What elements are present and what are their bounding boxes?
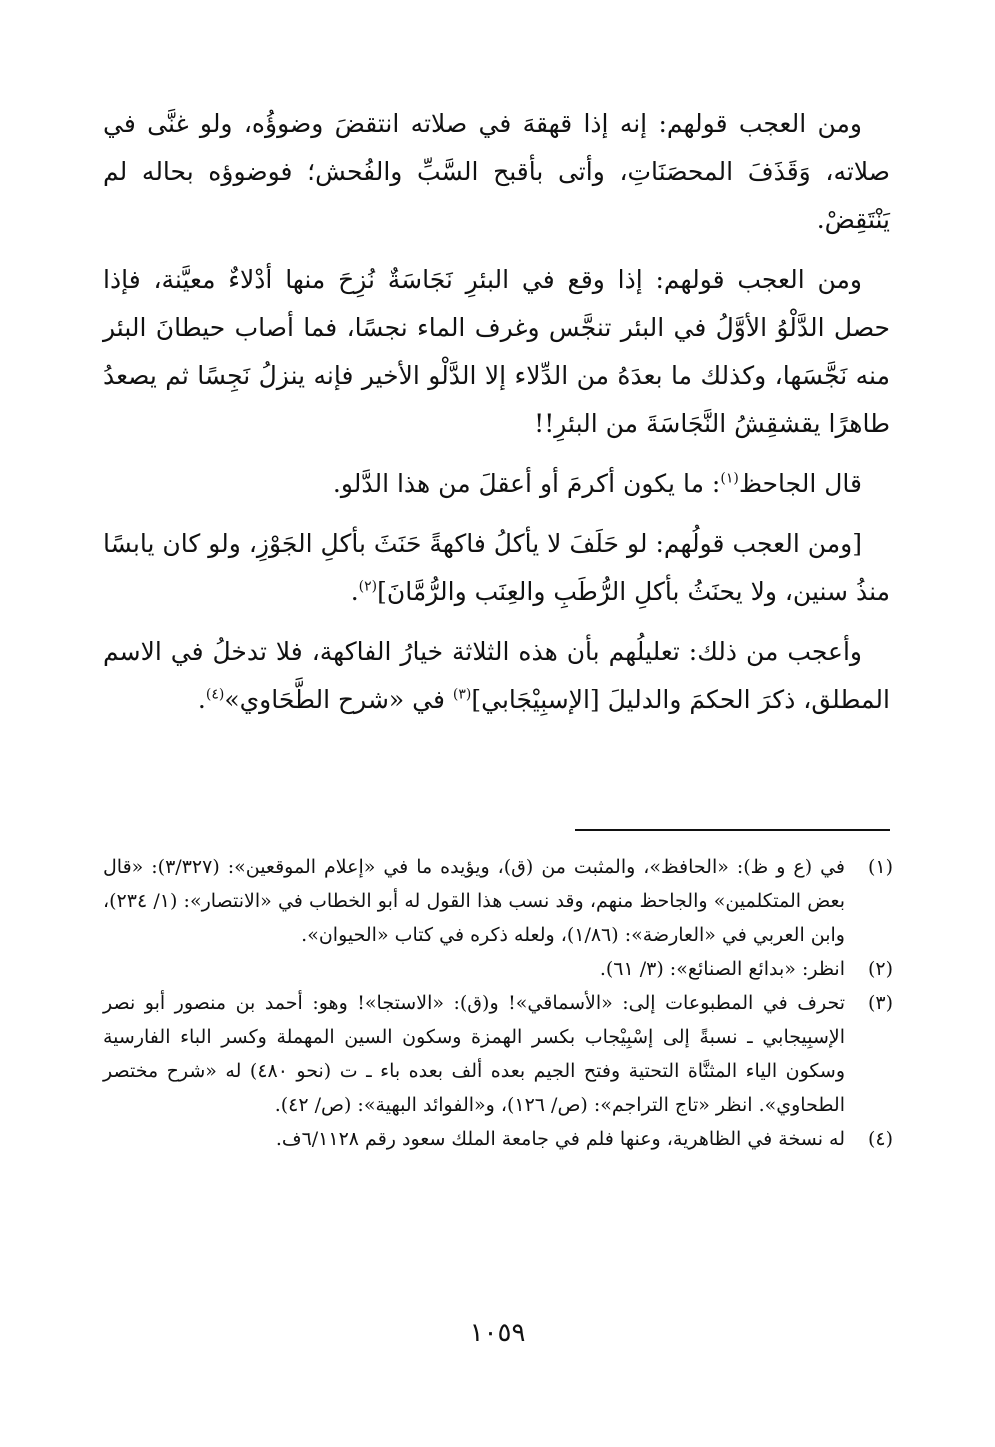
last-mid: في «شرح الطَّحَاوي» — [224, 685, 453, 714]
bracket-end: . — [350, 577, 359, 606]
footnote-number: (١) — [867, 856, 893, 878]
footnote-ref-3[interactable]: (٣) — [452, 686, 472, 703]
paragraph-jahiz — [103, 460, 890, 508]
footnote-number: (٣) — [867, 992, 893, 1014]
footnote-divider — [575, 829, 890, 831]
footnote-number: (٢) — [867, 958, 893, 980]
footnote-text: له نسخة في الظاهرية، وعنها فلم في جامعة الملك سعود رقم ٦/١١٢٨ف. — [275, 1128, 845, 1150]
bracket-text: [ومن العجب قولُهم: لو حَلَفَ لا يأكلُ فاكهةً حَنَثَ بأكلِ الجَوْزِ، ولو كان يابسًا منذُ سنين، ولا يحنَثُ بأكلِ الرُّطَبِ والعِنَب والرُّمَّانَ] — [103, 529, 890, 606]
footnote-text: تحرف في المطبوعات إلى: «الأسماقي»! و(ق): «الاستجا»! وهو: أحمد بن منصور أبو نصر الإسبِيجابي ـ نسبةً إلى إسْبِيْجاب بكسر الهمزة وسكون السين المهملة وكسر الباء الفارسية وسكون الياء المثنَّاة التحتية وفتح الجيم بعده ألف بعده باء ـ ت (نحو ٤٨٠) له «شرح مختصر الطحاوي». انظر «تاج التراجم»: (ص/ ١٢٦)، و«الفوائد البهية»: (ص/ ٤٢). — [103, 992, 845, 1116]
jahiz-text: قال الجاحظ — [738, 469, 862, 498]
footnote-ref-2[interactable]: (٢) — [358, 578, 378, 595]
jahiz-rest: : ما يكون أكرمَ أو أعقلَ من هذا الدَّلو. — [332, 469, 721, 498]
footnote-number: (٤) — [867, 1128, 893, 1150]
paragraph-1: ومن العجب قولهم: إنه إذا قهقهَ في صلاته انتقضَ وضوؤُه، ولو غنَّى في صلاته، وَقَذَفَ المحصَنَاتِ، وأتى بأقبح السَّبِّ والفُحش؛ فوضوؤه بحاله لم يَنْتَقِضْ. — [103, 109, 890, 234]
last-end: . — [197, 685, 206, 714]
footnote-4 — [103, 1122, 893, 1156]
footnote-3 — [103, 986, 893, 1122]
footnote-text: انظر: «بدائع الصنائع»: (٣/ ٦١). — [599, 958, 845, 980]
paragraph-bracket — [103, 520, 890, 616]
paragraph-2: ومن العجب قولهم: إذا وقع في البئرِ نَجَاسَةٌ نُزِحَ منها أدْلاءٌ معيَّنة، فإذا حصل الدَّلْوُ الأوَّلُ في البئر تنجَّس وغرف الماء نجسًا، فما أصاب حيطانَ البئر منه نَجَّسَها، وكذلك ما بعدَهُ من الدِّلاء إلا الدَّلْو الأخير فإنه ينزلُ نَجِسًا ثم يصعدُ طاهرًا يقشقِشُ النَّجَاسَةَ من البئرِ!! — [103, 265, 890, 438]
footnotes — [103, 850, 893, 1156]
paragraph-last — [103, 628, 890, 724]
page-number: ١٠٥٩ — [469, 1318, 526, 1348]
footnote-ref-1[interactable]: (١) — [720, 470, 739, 487]
main-text — [103, 100, 890, 736]
footnote-1 — [103, 850, 893, 952]
footnote-text: في (ع و ظ): «الحافظ»، والمثبت من (ق)، ويؤيده ما في «إعلام الموقعين»: (٣/٣٢٧): «قال بعض المتكلمين» والجاحظ منهم، وقد نسب هذا القول له أبو الخطاب في «الانتصار»: (١/ ٢٣٤)، وابن العربي في «العارضة»: (١/٨٦)، ولعله ذكره في كتاب «الحيوان». — [103, 856, 845, 946]
footnote-ref-4[interactable]: (٤) — [205, 686, 225, 703]
footnote-2 — [103, 952, 893, 986]
last-text: وأعجب من ذلك: تعليلُهم بأن هذه الثلاثة خيارُ الفاكهة، فلا تدخلُ في الاسم المطلق، ذكرَ الحكمَ والدليلَ [الإسبِيْجَابي] — [103, 637, 890, 714]
